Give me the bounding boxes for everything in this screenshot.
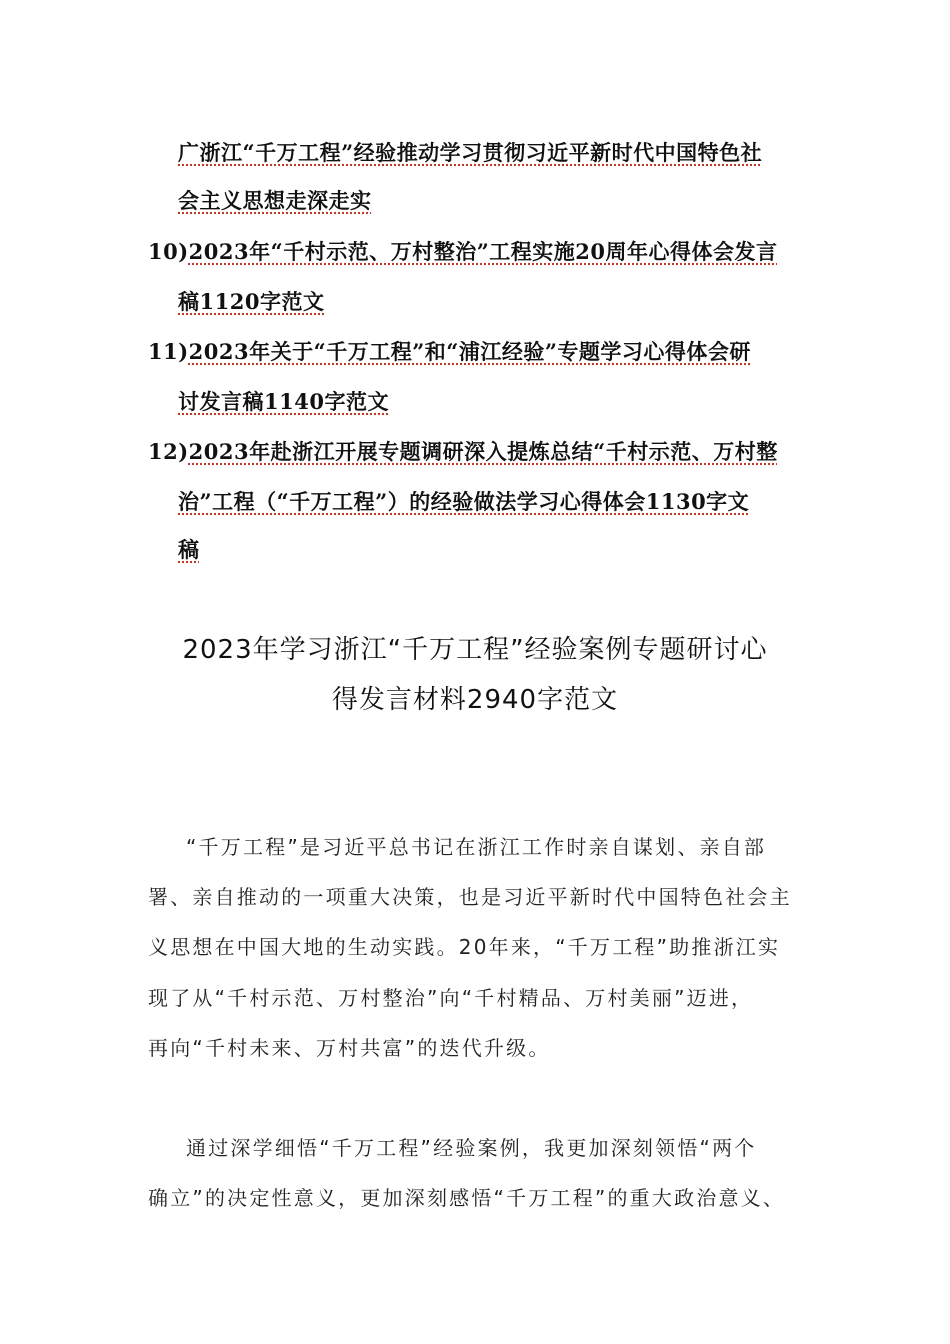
paragraph-1-line5: 再向“千村未来、万村共富”的迭代升级。 [148, 1036, 551, 1060]
paragraph-1-line1: “千万工程”是习近平总书记在浙江工作时亲自谋划、亲自部 [186, 835, 767, 859]
toc-link-text[interactable]: 2023年关于“千万工程”和“浦江经验”专题学习心得体会研 [188, 339, 751, 364]
toc-item-12-line2[interactable] [178, 487, 749, 517]
toc-link-text[interactable]: 会主义思想走深走实 [178, 188, 372, 213]
toc-item-12[interactable] [148, 437, 778, 467]
article-title-line1: 2023年学习浙江“千万工程”经验案例专题研讨心 [182, 635, 768, 665]
paragraph-2-line1: 通过深学细悟“千万工程”经验案例，我更加深刻领悟“两个 [186, 1136, 757, 1160]
article-title-line2: 得发言材料2940字范文 [331, 685, 619, 715]
paragraph-1-line3: 义思想在中国大地的生动实践。20年来，“千万工程”助推浙江实 [148, 935, 781, 959]
toc-link-text[interactable]: 稿1120字范文 [178, 289, 325, 314]
toc-item-12-line3[interactable] [178, 535, 200, 565]
toc-link-text[interactable]: 治”工程（“千万工程”）的经验做法学习心得体会1130字文 [178, 489, 750, 514]
toc-item-10[interactable] [148, 237, 778, 267]
toc-item-11-line2[interactable] [178, 387, 389, 417]
toc-item-number: 10) [148, 239, 189, 264]
toc-item-number: 11) [148, 339, 189, 364]
toc-link-text[interactable]: 讨发言稿1140字范文 [178, 389, 389, 414]
toc-item-number: 12) [148, 439, 189, 464]
toc-link-text[interactable]: 2023年“千村示范、万村整治”工程实施20周年心得体会发言 [188, 239, 778, 264]
paragraph-1-line4: 现了从“千村示范、万村整治”向“千村精品、万村美丽”迈进， [148, 986, 754, 1010]
toc-link-text[interactable]: 稿 [178, 537, 200, 562]
toc-item-9-continued-line1[interactable] [178, 138, 762, 168]
toc-item-10-line2[interactable] [178, 287, 324, 317]
toc-item-9-continued-line2[interactable] [178, 186, 372, 216]
paragraph-2-line2: 确立”的决定性意义，更加深刻感悟“千万工程”的重大政治意义、 [148, 1186, 786, 1210]
toc-link-text[interactable]: 2023年赴浙江开展专题调研深入提炼总结“千村示范、万村整 [188, 439, 778, 464]
paragraph-1-line2: 署、亲自推动的一项重大决策，也是习近平新时代中国特色社会主 [148, 885, 792, 909]
toc-item-11[interactable] [148, 337, 751, 367]
toc-link-text[interactable]: 广浙江“千万工程”经验推动学习贯彻习近平新时代中国特色社 [178, 140, 763, 165]
